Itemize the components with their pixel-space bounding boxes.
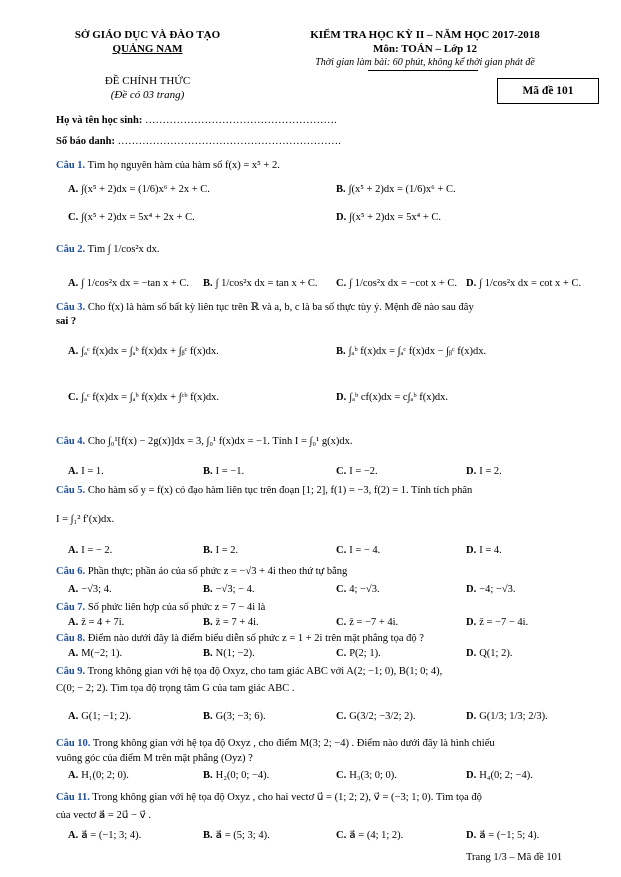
option-letter: A. <box>68 545 79 556</box>
option-letter: B. <box>203 770 213 781</box>
question-3 <box>56 302 474 314</box>
option-text: z̄ = 4 + 7i. <box>81 617 125 628</box>
question-label: Câu 2. <box>56 244 86 255</box>
q3-option-d[interactable] <box>336 392 448 404</box>
question-text: Tìm ∫ 1/cos²x dx. <box>87 244 160 255</box>
option-letter: C. <box>336 648 347 659</box>
q8-option-d[interactable] <box>466 648 512 660</box>
option-text: I = 4. <box>479 545 502 556</box>
q10-option-c[interactable] <box>336 770 397 782</box>
option-text: a⃗ = (5; 3; 4). <box>215 830 270 841</box>
option-text: G(3; −3; 6). <box>215 711 266 722</box>
official-label: ĐỀ CHÍNH THỨC <box>104 75 191 87</box>
option-text: I = −1. <box>215 466 245 477</box>
option-letter: A. <box>68 617 79 628</box>
option-text: ∫ₐᵇ f(x)dx = ∫ₐᶜ f(x)dx − ∫ᵦᶜ f(x)dx. <box>348 346 487 357</box>
q6-option-c[interactable] <box>336 584 380 596</box>
option-letter: D. <box>336 392 347 403</box>
q3-option-a[interactable] <box>68 346 219 358</box>
title-underline <box>368 70 478 71</box>
q4-option-d[interactable] <box>466 466 502 478</box>
option-letter: A. <box>68 278 79 289</box>
option-text: −√3; − 4. <box>215 584 255 595</box>
option-text: I = − 2. <box>81 545 113 556</box>
option-letter: B. <box>203 830 213 841</box>
option-letter: D. <box>466 830 477 841</box>
q4-option-a[interactable] <box>68 466 104 478</box>
q2-option-b[interactable] <box>203 278 318 290</box>
q8-option-b[interactable] <box>203 648 255 660</box>
q10-option-a[interactable] <box>68 770 129 782</box>
question-label: Câu 10. <box>56 738 91 749</box>
question-label: Câu 11. <box>56 792 90 803</box>
question-10 <box>56 738 495 750</box>
question-5 <box>56 485 472 497</box>
q9-option-b[interactable] <box>203 711 266 723</box>
option-text: H₄(0; 2; −4). <box>479 770 533 781</box>
option-letter: D. <box>466 466 477 477</box>
option-letter: D. <box>466 648 477 659</box>
option-letter: B. <box>203 617 213 628</box>
option-letter: A. <box>68 184 79 195</box>
question-text: Phần thực; phần ảo của số phức z = −√3 + 4i theo thứ tự bằng <box>87 566 348 577</box>
question-label: Câu 7. <box>56 602 86 613</box>
question-3-cont: sai ? <box>56 316 77 327</box>
question-7 <box>56 602 265 614</box>
pages-note: (Đề có 03 trang) <box>110 89 185 101</box>
q3-option-b[interactable] <box>336 346 486 358</box>
student-id-dots: ………………………………………………………. <box>117 136 341 147</box>
question-label: Câu 3. <box>56 302 86 313</box>
question-9 <box>56 666 442 678</box>
q2-option-d[interactable] <box>466 278 581 290</box>
question-2 <box>56 244 160 256</box>
option-text: ∫ 1/cos²x dx = tan x + C. <box>215 278 318 289</box>
q10-option-d[interactable] <box>466 770 533 782</box>
q1-option-a[interactable] <box>68 184 210 196</box>
option-letter: D. <box>336 212 347 223</box>
q7-option-b[interactable] <box>203 617 259 629</box>
q11-option-b[interactable] <box>203 830 270 842</box>
question-text: Trong không gian với hệ tọa độ Oxyz , cho hai vectơ u⃗ = (1; 2; 2), v⃗ = (−3; 1; 0). Tìm tọa độ <box>92 792 482 803</box>
option-letter: B. <box>203 278 213 289</box>
option-letter: D. <box>466 711 477 722</box>
question-text: Cho f(x) là hàm số bất kỳ liên tục trên ℝ và a, b, c là ba số thực tùy ý. Mệnh đề nào sau đây <box>87 302 474 313</box>
option-text: G(1; −1; 2). <box>81 711 132 722</box>
q8-option-c[interactable] <box>336 648 381 660</box>
question-text: Trong không gian với hệ tọa độ Oxyz, cho tam giác ABC với A(2; −1; 0), B(1; 0; 4), <box>87 666 443 677</box>
option-text: ∫ 1/cos²x dx = −cot x + C. <box>349 278 458 289</box>
question-5-cont: I = ∫₁² f′(x)dx. <box>56 514 115 525</box>
option-letter: A. <box>68 830 79 841</box>
student-id-label: Số báo danh: <box>56 136 118 147</box>
option-text: a⃗ = (−1; 5; 4). <box>479 830 540 841</box>
option-text: z̄ = −7 + 4i. <box>349 617 399 628</box>
option-text: a⃗ = (4; 1; 2). <box>349 830 404 841</box>
option-letter: A. <box>68 711 79 722</box>
question-text: Tìm họ nguyên hàm của hàm số f(x) = x⁵ + 2. <box>87 160 280 171</box>
q5-option-b[interactable] <box>203 545 238 557</box>
option-letter: D. <box>466 617 477 628</box>
option-letter: C. <box>336 545 347 556</box>
q4-option-b[interactable] <box>203 466 244 478</box>
q5-option-a[interactable] <box>68 545 112 557</box>
student-name-dots: ………………………………………………. <box>144 115 337 126</box>
option-text: z̄ = −7 − 4i. <box>479 617 529 628</box>
option-text: G(3/2; −3/2; 2). <box>349 711 416 722</box>
question-text: Điểm nào dưới đây là điểm biểu diễn số phức z = 1 + 2i trên mặt phẳng tọa độ ? <box>87 633 424 644</box>
option-letter: B. <box>203 711 213 722</box>
question-text: Trong không gian với hệ tọa độ Oxyz , cho điểm M(3; 2; −4) . Điểm nào dưới đây là hình chiếu <box>92 738 495 749</box>
option-text: H₃(3; 0; 0). <box>349 770 397 781</box>
option-letter: D. <box>466 545 477 556</box>
question-label: Câu 5. <box>56 485 86 496</box>
q5-option-c[interactable] <box>336 545 380 557</box>
option-text: ∫(x⁵ + 2)dx = (1/6)x⁶ + 2x + C. <box>81 184 210 195</box>
option-text: ∫ 1/cos²x dx = cot x + C. <box>479 278 582 289</box>
option-text: H₂(0; 0; −4). <box>215 770 270 781</box>
option-text: ∫(x⁵ + 2)dx = 5x⁴ + 2x + C. <box>81 212 195 223</box>
question-9-cont: C(0; − 2; 2). Tìm tọa độ trọng tâm G của tam giác ABC . <box>56 683 295 694</box>
option-text: P(2; 1). <box>349 648 381 659</box>
student-id-line[interactable] <box>56 136 341 148</box>
option-text: I = 2. <box>215 545 239 556</box>
option-text: M(−2; 1). <box>81 648 123 659</box>
option-letter: B. <box>203 466 213 477</box>
option-text: ∫ₐᶜ f(x)dx = ∫ₐᵇ f(x)dx + ∫ᶜᵇ f(x)dx. <box>81 392 220 403</box>
question-label: Câu 8. <box>56 633 86 644</box>
option-letter: C. <box>336 711 347 722</box>
question-text: Số phức liên hợp của số phức z = 7 − 4i là <box>87 602 266 613</box>
department-line-2: QUẢNG NAM <box>112 43 183 55</box>
option-text: N(1; −2). <box>215 648 255 659</box>
option-text: H₁(0; 2; 0). <box>81 770 129 781</box>
q11-option-d[interactable] <box>466 830 539 842</box>
option-letter: A. <box>68 466 79 477</box>
option-letter: A. <box>68 648 79 659</box>
option-letter: B. <box>203 545 213 556</box>
q2-option-c[interactable] <box>336 278 457 290</box>
exam-subject: Môn: TOÁN – Lớp 12 <box>372 43 478 55</box>
question-1 <box>56 160 280 172</box>
q9-option-d[interactable] <box>466 711 548 723</box>
time-note: Thời gian làm bài: 60 phút, không kể thời gian phát đề <box>315 57 535 68</box>
option-text: ∫ₐᵇ cf(x)dx = c∫ₐᵇ f(x)dx. <box>349 392 449 403</box>
question-label: Câu 1. <box>56 160 86 171</box>
option-letter: A. <box>68 584 79 595</box>
q1-option-d[interactable] <box>336 212 441 224</box>
option-text: I = − 4. <box>349 545 381 556</box>
option-text: −√3; 4. <box>81 584 112 595</box>
option-letter: C. <box>68 392 79 403</box>
question-label: Câu 6. <box>56 566 86 577</box>
q7-option-a[interactable] <box>68 617 124 629</box>
q9-option-c[interactable] <box>336 711 416 723</box>
option-text: ∫(x⁵ + 2)dx = (1/6)x⁶ + C. <box>348 184 456 195</box>
option-text: z̄ = 7 + 4i. <box>215 617 259 628</box>
option-text: I = 2. <box>479 466 502 477</box>
question-10-cont: vuông góc của điểm M trên mặt phẳng (Oyz) ? <box>56 753 253 764</box>
option-letter: A. <box>68 346 79 357</box>
page-footer: Trang 1/3 – Mã đề 101 <box>466 852 563 863</box>
option-letter: C. <box>336 770 347 781</box>
option-letter: D. <box>466 770 477 781</box>
q9-option-a[interactable] <box>68 711 131 723</box>
q11-option-c[interactable] <box>336 830 403 842</box>
option-text: a⃗ = (−1; 3; 4). <box>81 830 142 841</box>
q2-option-a[interactable] <box>68 278 189 290</box>
option-letter: C. <box>336 466 347 477</box>
q1-option-b[interactable] <box>336 184 456 196</box>
q8-option-a[interactable] <box>68 648 122 660</box>
question-label: Câu 4. <box>56 436 86 447</box>
q7-option-d[interactable] <box>466 617 528 629</box>
option-letter: C. <box>336 617 347 628</box>
option-letter: B. <box>336 346 346 357</box>
question-4 <box>56 436 352 448</box>
option-letter: B. <box>203 648 213 659</box>
option-text: I = 1. <box>81 466 104 477</box>
q1-option-c[interactable] <box>68 212 195 224</box>
option-text: Q(1; 2). <box>479 648 513 659</box>
q7-option-c[interactable] <box>336 617 398 629</box>
question-label: Câu 9. <box>56 666 86 677</box>
option-letter: B. <box>336 184 346 195</box>
option-letter: C. <box>336 830 347 841</box>
option-letter: B. <box>203 584 213 595</box>
option-text: 4; −√3. <box>349 584 380 595</box>
question-8 <box>56 633 424 645</box>
q6-option-a[interactable] <box>68 584 112 596</box>
question-6 <box>56 566 347 578</box>
q11-option-a[interactable] <box>68 830 141 842</box>
exam-code-box: Mã đề 101 <box>497 78 599 104</box>
q3-option-c[interactable] <box>68 392 219 404</box>
option-text: −4; −√3. <box>479 584 516 595</box>
student-name-line[interactable] <box>56 115 337 127</box>
question-11-cont: của vectơ a⃗ = 2u⃗ − v⃗ . <box>56 810 152 821</box>
q5-option-d[interactable] <box>466 545 502 557</box>
q10-option-b[interactable] <box>203 770 269 782</box>
option-letter: C. <box>336 584 347 595</box>
q6-option-d[interactable] <box>466 584 516 596</box>
option-text: ∫(x⁵ + 2)dx = 5x⁴ + C. <box>349 212 442 223</box>
option-letter: D. <box>466 584 477 595</box>
question-text: Cho ∫₀¹[f(x) − 2g(x)]dx = 3, ∫₀¹ f(x)dx = −1. Tính I = ∫₀¹ g(x)dx. <box>87 436 353 447</box>
option-text: G(1/3; 1/3; 2/3). <box>479 711 548 722</box>
option-letter: D. <box>466 278 477 289</box>
question-text: Cho hàm số y = f(x) có đạo hàm liên tục trên đoạn [1; 2], f(1) = −3, f(2) = 1. Tính tích phân <box>87 485 473 496</box>
option-text: ∫ₐᶜ f(x)dx = ∫ₐᵇ f(x)dx + ∫ᵦᶜ f(x)dx. <box>81 346 219 357</box>
student-name-label: Họ và tên học sinh: <box>56 115 145 126</box>
q4-option-c[interactable] <box>336 466 378 478</box>
option-text: ∫ 1/cos²x dx = −tan x + C. <box>81 278 190 289</box>
option-letter: C. <box>336 278 347 289</box>
option-text: I = −2. <box>349 466 378 477</box>
q6-option-b[interactable] <box>203 584 255 596</box>
question-11 <box>56 792 482 804</box>
option-letter: C. <box>68 212 79 223</box>
exam-title: KIỂM TRA HỌC KỲ II – NĂM HỌC 2017-2018 <box>310 29 540 41</box>
department-line-1: SỞ GIÁO DỤC VÀ ĐÀO TẠO <box>74 29 221 41</box>
option-letter: A. <box>68 770 79 781</box>
